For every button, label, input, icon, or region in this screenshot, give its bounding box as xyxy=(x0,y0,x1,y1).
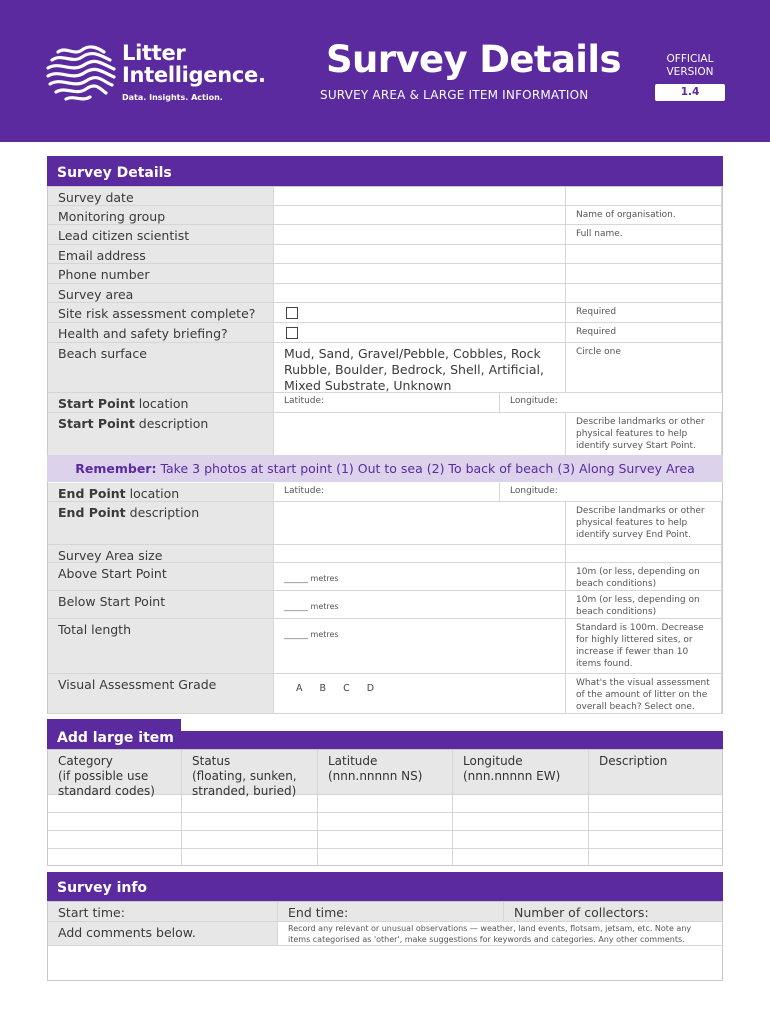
row-lead-scientist xyxy=(48,225,722,245)
area-size-label: Survey Area size xyxy=(48,545,274,563)
collectors-field[interactable]: Number of collectors: xyxy=(504,902,722,922)
row-above-start xyxy=(48,563,722,591)
risk-assessment-checkbox[interactable] xyxy=(286,307,298,319)
remember-banner: Remember: Take 3 photos at start point (1) Out to sea (2) To back of beach (3) Along Survey Area xyxy=(47,455,723,482)
large-item-heading: Add large item xyxy=(47,731,723,749)
visual-grade-label: Visual Assessment Grade xyxy=(48,674,274,714)
grade-option-d[interactable]: D xyxy=(366,683,375,694)
row-area-size xyxy=(48,545,722,563)
page-title: Survey Details xyxy=(326,38,621,81)
below-start-note: 10m (or less, depending on beach conditions) xyxy=(566,591,722,619)
row-end-location xyxy=(48,483,722,502)
safety-briefing-cell xyxy=(274,323,566,343)
header-banner xyxy=(0,0,770,142)
row-start-location xyxy=(48,393,722,413)
row-phone xyxy=(48,264,722,284)
beach-surface-note: Circle one xyxy=(566,343,722,393)
lead-scientist-field[interactable] xyxy=(274,225,566,245)
safety-briefing-label: Health and safety briefing? xyxy=(48,323,274,343)
start-time-field[interactable]: Start time: xyxy=(48,902,278,922)
table-cell[interactable] xyxy=(48,795,182,813)
total-length-note: Standard is 100m. Decrease for highly littered sites, or increase if fewer than 10 items found. xyxy=(566,619,722,674)
above-start-label: Above Start Point xyxy=(48,563,274,591)
comments-row xyxy=(48,946,722,981)
total-length-metres-field[interactable]: ______ metres xyxy=(274,619,566,674)
grade-option-a[interactable]: A xyxy=(296,683,303,694)
table-cell[interactable] xyxy=(48,831,182,849)
col-category: Category (if possible use standard codes) xyxy=(48,750,182,795)
beach-surface-options[interactable]: Mud, Sand, Gravel/Pebble, Cobbles, Rock Rubble, Boulder, Bedrock, Shell, Artificial, Mixed Substrate, Unknown xyxy=(274,343,566,393)
table-cell[interactable] xyxy=(48,849,182,866)
litter-intelligence-logo-icon xyxy=(44,44,118,104)
row-end-description xyxy=(48,502,722,545)
visual-grade-note: What's the visual assessment of the amount of litter on the overall beach? Select one. xyxy=(566,674,722,714)
end-description-note: Describe landmarks or other physical features to help identify survey End Point. xyxy=(566,502,722,545)
start-description-field[interactable] xyxy=(274,413,566,456)
area-size-field xyxy=(274,545,566,563)
end-location-label: End Point location xyxy=(48,483,274,502)
phone-field[interactable] xyxy=(274,264,566,284)
start-description-label: Start Point description xyxy=(48,413,274,456)
survey-info-table xyxy=(47,901,723,981)
col-description: Description xyxy=(589,750,722,795)
survey-details-heading: Survey Details xyxy=(47,156,723,186)
grade-option-c[interactable]: C xyxy=(343,683,350,694)
table-cell[interactable] xyxy=(182,795,318,813)
col-status: Status (floating, sunken, stranded, buried) xyxy=(182,750,318,795)
above-start-metres-field[interactable]: ______ metres xyxy=(274,563,566,591)
below-start-label: Below Start Point xyxy=(48,591,274,619)
table-cell[interactable] xyxy=(453,831,589,849)
logo-tagline: Data. Insights. Action. xyxy=(122,93,223,102)
page-subtitle: SURVEY AREA & LARGE ITEM INFORMATION xyxy=(320,88,589,102)
end-description-field[interactable] xyxy=(274,502,566,545)
table-row xyxy=(48,813,722,831)
end-description-label: End Point description xyxy=(48,502,274,545)
table-cell[interactable] xyxy=(589,813,722,831)
risk-assessment-note: Required xyxy=(566,303,722,323)
version-badge: 1.4 xyxy=(655,84,725,101)
col-latitude: Latitude (nnn.nnnnn NS) xyxy=(318,750,453,795)
monitoring-group-label: Monitoring group xyxy=(48,206,274,225)
monitoring-group-field[interactable] xyxy=(274,206,566,225)
table-cell[interactable] xyxy=(182,849,318,866)
table-cell[interactable] xyxy=(318,813,453,831)
start-longitude-field[interactable]: Longitude: xyxy=(500,393,722,413)
below-start-metres-field[interactable]: ______ metres xyxy=(274,591,566,619)
start-latitude-field[interactable]: Latitude: xyxy=(274,393,500,413)
table-row xyxy=(48,849,722,866)
table-cell[interactable] xyxy=(453,813,589,831)
phone-label: Phone number xyxy=(48,264,274,284)
safety-briefing-note: Required xyxy=(566,323,722,343)
table-cell[interactable] xyxy=(589,795,722,813)
row-visual-grade xyxy=(48,674,722,714)
table-cell[interactable] xyxy=(182,813,318,831)
email-note xyxy=(566,245,722,264)
survey-date-label: Survey date xyxy=(48,187,274,206)
comments-field[interactable] xyxy=(48,946,722,981)
table-cell[interactable] xyxy=(318,795,453,813)
risk-assessment-label: Site risk assessment complete? xyxy=(48,303,274,323)
row-total-length xyxy=(48,619,722,674)
email-label: Email address xyxy=(48,245,274,264)
table-cell[interactable] xyxy=(453,795,589,813)
survey-date-note xyxy=(566,187,722,206)
phone-note xyxy=(566,264,722,284)
table-row xyxy=(48,795,722,813)
comments-label: Add comments below. xyxy=(48,922,278,946)
safety-briefing-checkbox[interactable] xyxy=(286,327,298,339)
start-description-note: Describe landmarks or other physical features to help identify survey Start Point. xyxy=(566,413,722,456)
end-latitude-field[interactable]: Latitude: xyxy=(274,483,500,502)
end-time-field[interactable]: End time: xyxy=(278,902,504,922)
large-item-header-row xyxy=(48,750,722,798)
monitoring-group-note: Name of organisation. xyxy=(566,206,722,225)
beach-surface-label: Beach surface xyxy=(48,343,274,393)
row-start-description xyxy=(48,413,722,456)
end-longitude-field[interactable]: Longitude: xyxy=(500,483,722,502)
risk-assessment-cell xyxy=(274,303,566,323)
times-row xyxy=(48,902,722,922)
table-cell[interactable] xyxy=(453,849,589,866)
row-survey-date xyxy=(48,187,722,206)
table-cell[interactable] xyxy=(318,831,453,849)
lead-scientist-label: Lead citizen scientist xyxy=(48,225,274,245)
row-risk-assessment xyxy=(48,303,722,323)
row-email xyxy=(48,245,722,264)
logo-wordmark: Litter Intelligence. xyxy=(122,41,266,87)
total-length-label: Total length xyxy=(48,619,274,674)
row-safety-briefing xyxy=(48,323,722,343)
large-item-table xyxy=(47,749,723,866)
survey-date-field[interactable] xyxy=(274,187,566,206)
official-version-label: OFFICIAL VERSION xyxy=(666,53,714,78)
table-cell[interactable] xyxy=(48,813,182,831)
col-longitude: Longitude (nnn.nnnnn EW) xyxy=(453,750,589,795)
row-monitoring-group xyxy=(48,206,722,225)
table-cell[interactable] xyxy=(589,831,722,849)
comments-label-row xyxy=(48,922,722,946)
visual-grade-options xyxy=(274,674,566,714)
survey-area-field[interactable] xyxy=(274,284,566,303)
row-survey-area xyxy=(48,284,722,303)
area-size-note xyxy=(566,545,722,563)
email-field[interactable] xyxy=(274,245,566,264)
table-cell[interactable] xyxy=(318,849,453,866)
survey-details-table xyxy=(47,186,723,714)
table-row xyxy=(48,831,722,849)
table-cell[interactable] xyxy=(182,831,318,849)
above-start-note: 10m (or less, depending on beach conditions) xyxy=(566,563,722,591)
survey-area-label: Survey area xyxy=(48,284,274,303)
row-beach-surface xyxy=(48,343,722,393)
lead-scientist-note: Full name. xyxy=(566,225,722,245)
grade-option-b[interactable]: B xyxy=(319,683,327,694)
start-location-label: Start Point location xyxy=(48,393,274,413)
comments-note: Record any relevant or unusual observations — weather, land events, flotsam, jetsam, etc. Note any items categorised as 'other', make suggestions for keywords and categories. Any other comments. xyxy=(278,922,722,946)
table-cell[interactable] xyxy=(589,849,722,866)
survey-area-note xyxy=(566,284,722,303)
survey-info-heading: Survey info xyxy=(47,872,723,901)
row-below-start xyxy=(48,591,722,619)
